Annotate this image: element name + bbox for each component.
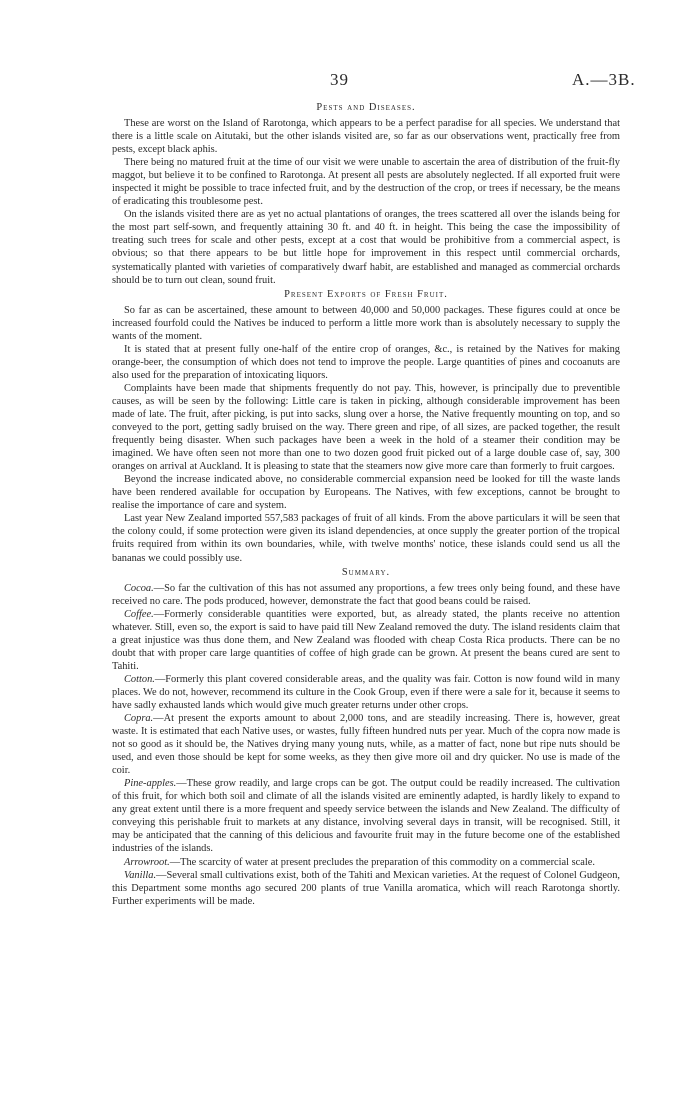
summary-item-coffee xyxy=(112,608,620,673)
page-number: 39 xyxy=(330,70,349,89)
paragraph: On the islands visited there are as yet no actual plantations of oranges, the trees scattered all over the islands being for the most part self-sown, and frequently attaining 30 ft. and 40 ft. in height. This being the case the impossibility of treating such trees for scale and other pests, except at a cost that would be prohibitive from a commercial aspect, is obvious; so that there appears to be but little hope for improvement in this respect until commercial orchards, systematically planted with varieties of comparatively dwarf habit, are established and managed as commercial orchards should be to turn out clean, sound fruit. xyxy=(112,209,620,286)
summary-item-cocoa xyxy=(112,582,620,608)
paragraph: It is stated that at present fully one-half of the entire crop of oranges, &c., is retained by the Natives for making orange-beer, the consumption of which does not tend to improve the people. Large quantities of pines and cocoanuts are also used for the preparation of intoxicating liquors. xyxy=(112,343,620,381)
item-text: —These grow readily, and large crops can be got. The output could be readily increased. The cultivation of this fruit, for which both soil and climate of all the islands visited are eminently adapted, is hardly likely to expand to any great extent until there is a more frequent and speedy service between the islands and New Zealand. The difficulty of conveying this perishable fruit to markets at any distance, involving several days in transit, will be recognised. Still, it may be anticipated that the canning of this delicious and favourite fruit may in the future become one of the established industries of the islands. xyxy=(112,778,620,855)
section-heading-summary: Summary. xyxy=(341,566,391,578)
paragraph: Beyond the increase indicated above, no considerable commercial expansion need be looked for till the waste lands have been rendered available for occupation by Europeans. The Natives, with few exceptions, cannot be brought to realise the importance of care and system. xyxy=(112,474,620,512)
item-lead: Vanilla. xyxy=(124,869,157,881)
item-text: —So far the cultivation of this has not assumed any proportions, a few trees only being found, and these have received no care. The pods produced, however, demonstrate the fact that good beans could be raised. xyxy=(112,582,620,607)
paragraph: There being no matured fruit at the time of our visit we were unable to ascertain the area of distribution of the fruit-fly maggot, but believe it to be confined to Rarotonga. At present all pests are absolutely neglected. If all exported fruit were inspected it might be possible to trace infected fruit, and by the destruction of the crop, or trees if necessary, be the means of eradicating this troublesome pest. xyxy=(112,157,620,208)
summary-item-copra xyxy=(112,712,620,777)
paragraph: Complaints have been made that shipments frequently do not pay. This, however, is principally due to preventible causes, as will be seen by the following: Little care is taken in picking, although considerable improvement has been made of late. The fruit, after picking, is put into sacks, slung over a horse, the Native frequently mounting on top, and so conveyed to the port, getting sadly bruised on the way. There green and ripe, of all sizes, are packed together, the result frequently being disaster. When such packages have been a week in the hold of a steamer their condition may be imagined. We have often seen not more than one to two dozen good fruit picked out of a large double case of, say, 300 oranges on arrival at Auckland. It is pleasing to state that the steamers now give more care than formerly to fruit cargoes. xyxy=(112,382,620,473)
summary-item-vanilla xyxy=(112,869,620,908)
item-lead: Coffee. xyxy=(124,608,154,620)
section-heading-pests: Pests and Diseases. xyxy=(316,102,416,113)
item-lead: Cocoa. xyxy=(124,582,154,594)
document-body xyxy=(112,100,620,908)
item-text: —Several small cultivations exist, both of the Tahiti and Mexican varieties. At the request of Colonel Gudgeon, this Department some months ago secured 200 plants of true Vanilla aromatica, which will reach Rarotonga shortly. Further experiments will be made. xyxy=(112,869,621,907)
paragraph: Last year New Zealand imported 557,583 packages of fruit of all kinds. From the above particulars it will be seen that the colony could, if some protection were given its island dependencies, at once supply the greater portion of the tropical fruits required from within its own boundaries, while, with twelve months' notice, these islands could send us all the bananas we could possibly use. xyxy=(112,513,620,564)
item-lead: Copra. xyxy=(124,713,154,725)
item-text: —At present the exports amount to about 2,000 tons, and are steadily increasing. There is, however, great waste. It is estimated that each Native uses, or wastes, fully fifteen hundred nuts per year. Much of the copra now made is not so good as it should be, the Natives drying many young nuts, while, as a matter of fact, none but ripe nuts should be used, and even those should be kept for some weeks, as they then give more oil and dry quicker. No use is made of the coir. xyxy=(112,713,620,777)
summary-item-pine-apples xyxy=(112,777,620,855)
section-heading-exports: Present Exports of Fresh Fruit. xyxy=(284,288,448,300)
item-text: —Formerly considerable quantities were exported, but, as already stated, the plants receive no attention whatever. Still, even so, the export is said to have paid till New Zealand removed the duty. The island residents claim that a great injustice was thus done them, and New Zealand was flooded with cheap Costa Rica products. There can be no doubt that with proper care large quantities of coffee of high grade can be grown. At present the beans cured are sent to Tahiti. xyxy=(112,608,620,672)
page-header xyxy=(0,70,700,94)
item-lead: Pine-apples. xyxy=(124,778,177,790)
item-text: —Formerly this plant covered considerable areas, and the quality was fair. Cotton is now found wild in many places. We do not, however, recommend its culture in the Cook Group, even if there were a sale for it, because it seems to have sadly exhausted lands which would give much greater returns under other crops. xyxy=(112,673,620,711)
item-text: —The scarcity of water at present precludes the preparation of this commodity on a commercial scale. xyxy=(169,856,595,868)
item-lead: Arrowroot. xyxy=(124,856,170,868)
paragraph: So far as can be ascertained, these amount to between 40,000 and 50,000 packages. These figures could at once be increased fourfold could the Natives be induced to perform a little more work than is absolutely necessary to supply the wants of the moment. xyxy=(112,304,620,342)
summary-item-cotton xyxy=(112,673,620,712)
document-reference: A.—3B. xyxy=(572,70,636,89)
item-lead: Cotton. xyxy=(124,673,155,685)
summary-item-arrowroot xyxy=(112,856,620,869)
paragraph: These are worst on the Island of Rarotonga, which appears to be a perfect paradise for all species. We understand that there is a little scale on Aitutaki, but the other islands visited are, so far as our observations went, practically free from pests, except black aphis. xyxy=(112,118,620,156)
